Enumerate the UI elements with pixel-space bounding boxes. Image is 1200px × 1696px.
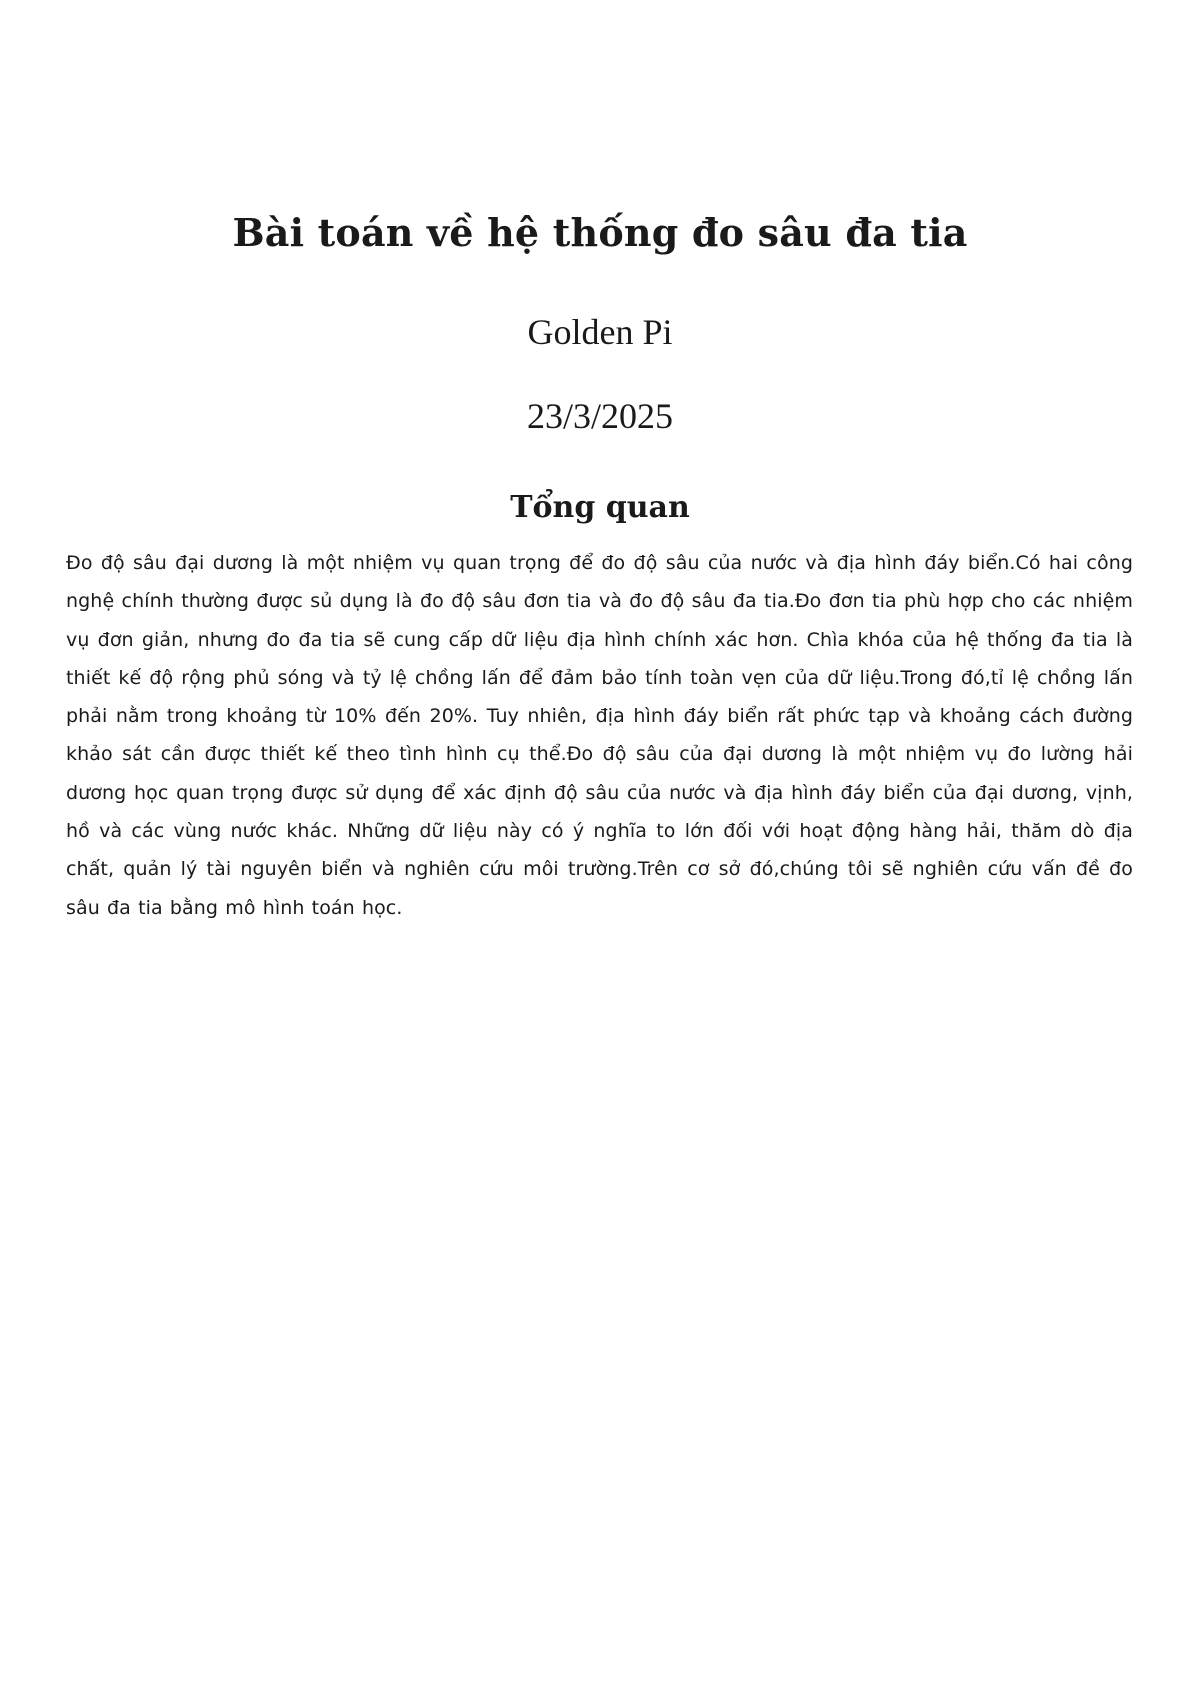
document-title: Bài toán về hệ thống đo sâu đa tia <box>232 210 968 255</box>
section-paragraph: Đo độ sâu đại dương là một nhiệm vụ quan trọng để đo độ sâu của nước và địa hình đáy biển.Có hai công nghệ chính thường được sủ dụng là đo độ sâu đơn tia và đo độ sâu đa tia.Đo đơn tia phù hợp cho các nhiệm vụ đơn giản, nhưng đo đa tia sẽ cung cấp dữ liệu địa hình chính xác hơn. Chìa khóa của hệ thống đa tia là thiết kế độ rộng phủ sóng và tỷ lệ chồng lấn để đảm bảo tính toàn vẹn của dữ liệu.Trong đó,tỉ lệ chồng lấn phải nằm trong khoảng từ 10% đến 20%. Tuy nhiên, địa hình đáy biển rất phức tạp và khoảng cách đường khảo sát cần được thiết kế theo tình hình cụ thể.Đo độ sâu của đại dương là một nhiệm vụ đo lường hải dương học quan trọng được sử dụng để xác định độ sâu của nước và địa hình đáy biển của đại dương, vịnh, hồ và các vùng nước khác. Những dữ liệu này có ý nghĩa to lớn đối với hoạt động hàng hải, thăm dò địa chất, quản lý tài nguyên biển và nghiên cứu môi trường.Trên cơ sở đó,chúng tôi sẽ nghiên cứu vấn đề đo sâu đa tia bằng mô hình toán học. <box>66 552 1133 919</box>
document-date: 23/3/2025 <box>526 396 673 436</box>
document-author: Golden Pi <box>527 312 673 352</box>
section-heading: Tổng quan <box>510 490 690 525</box>
